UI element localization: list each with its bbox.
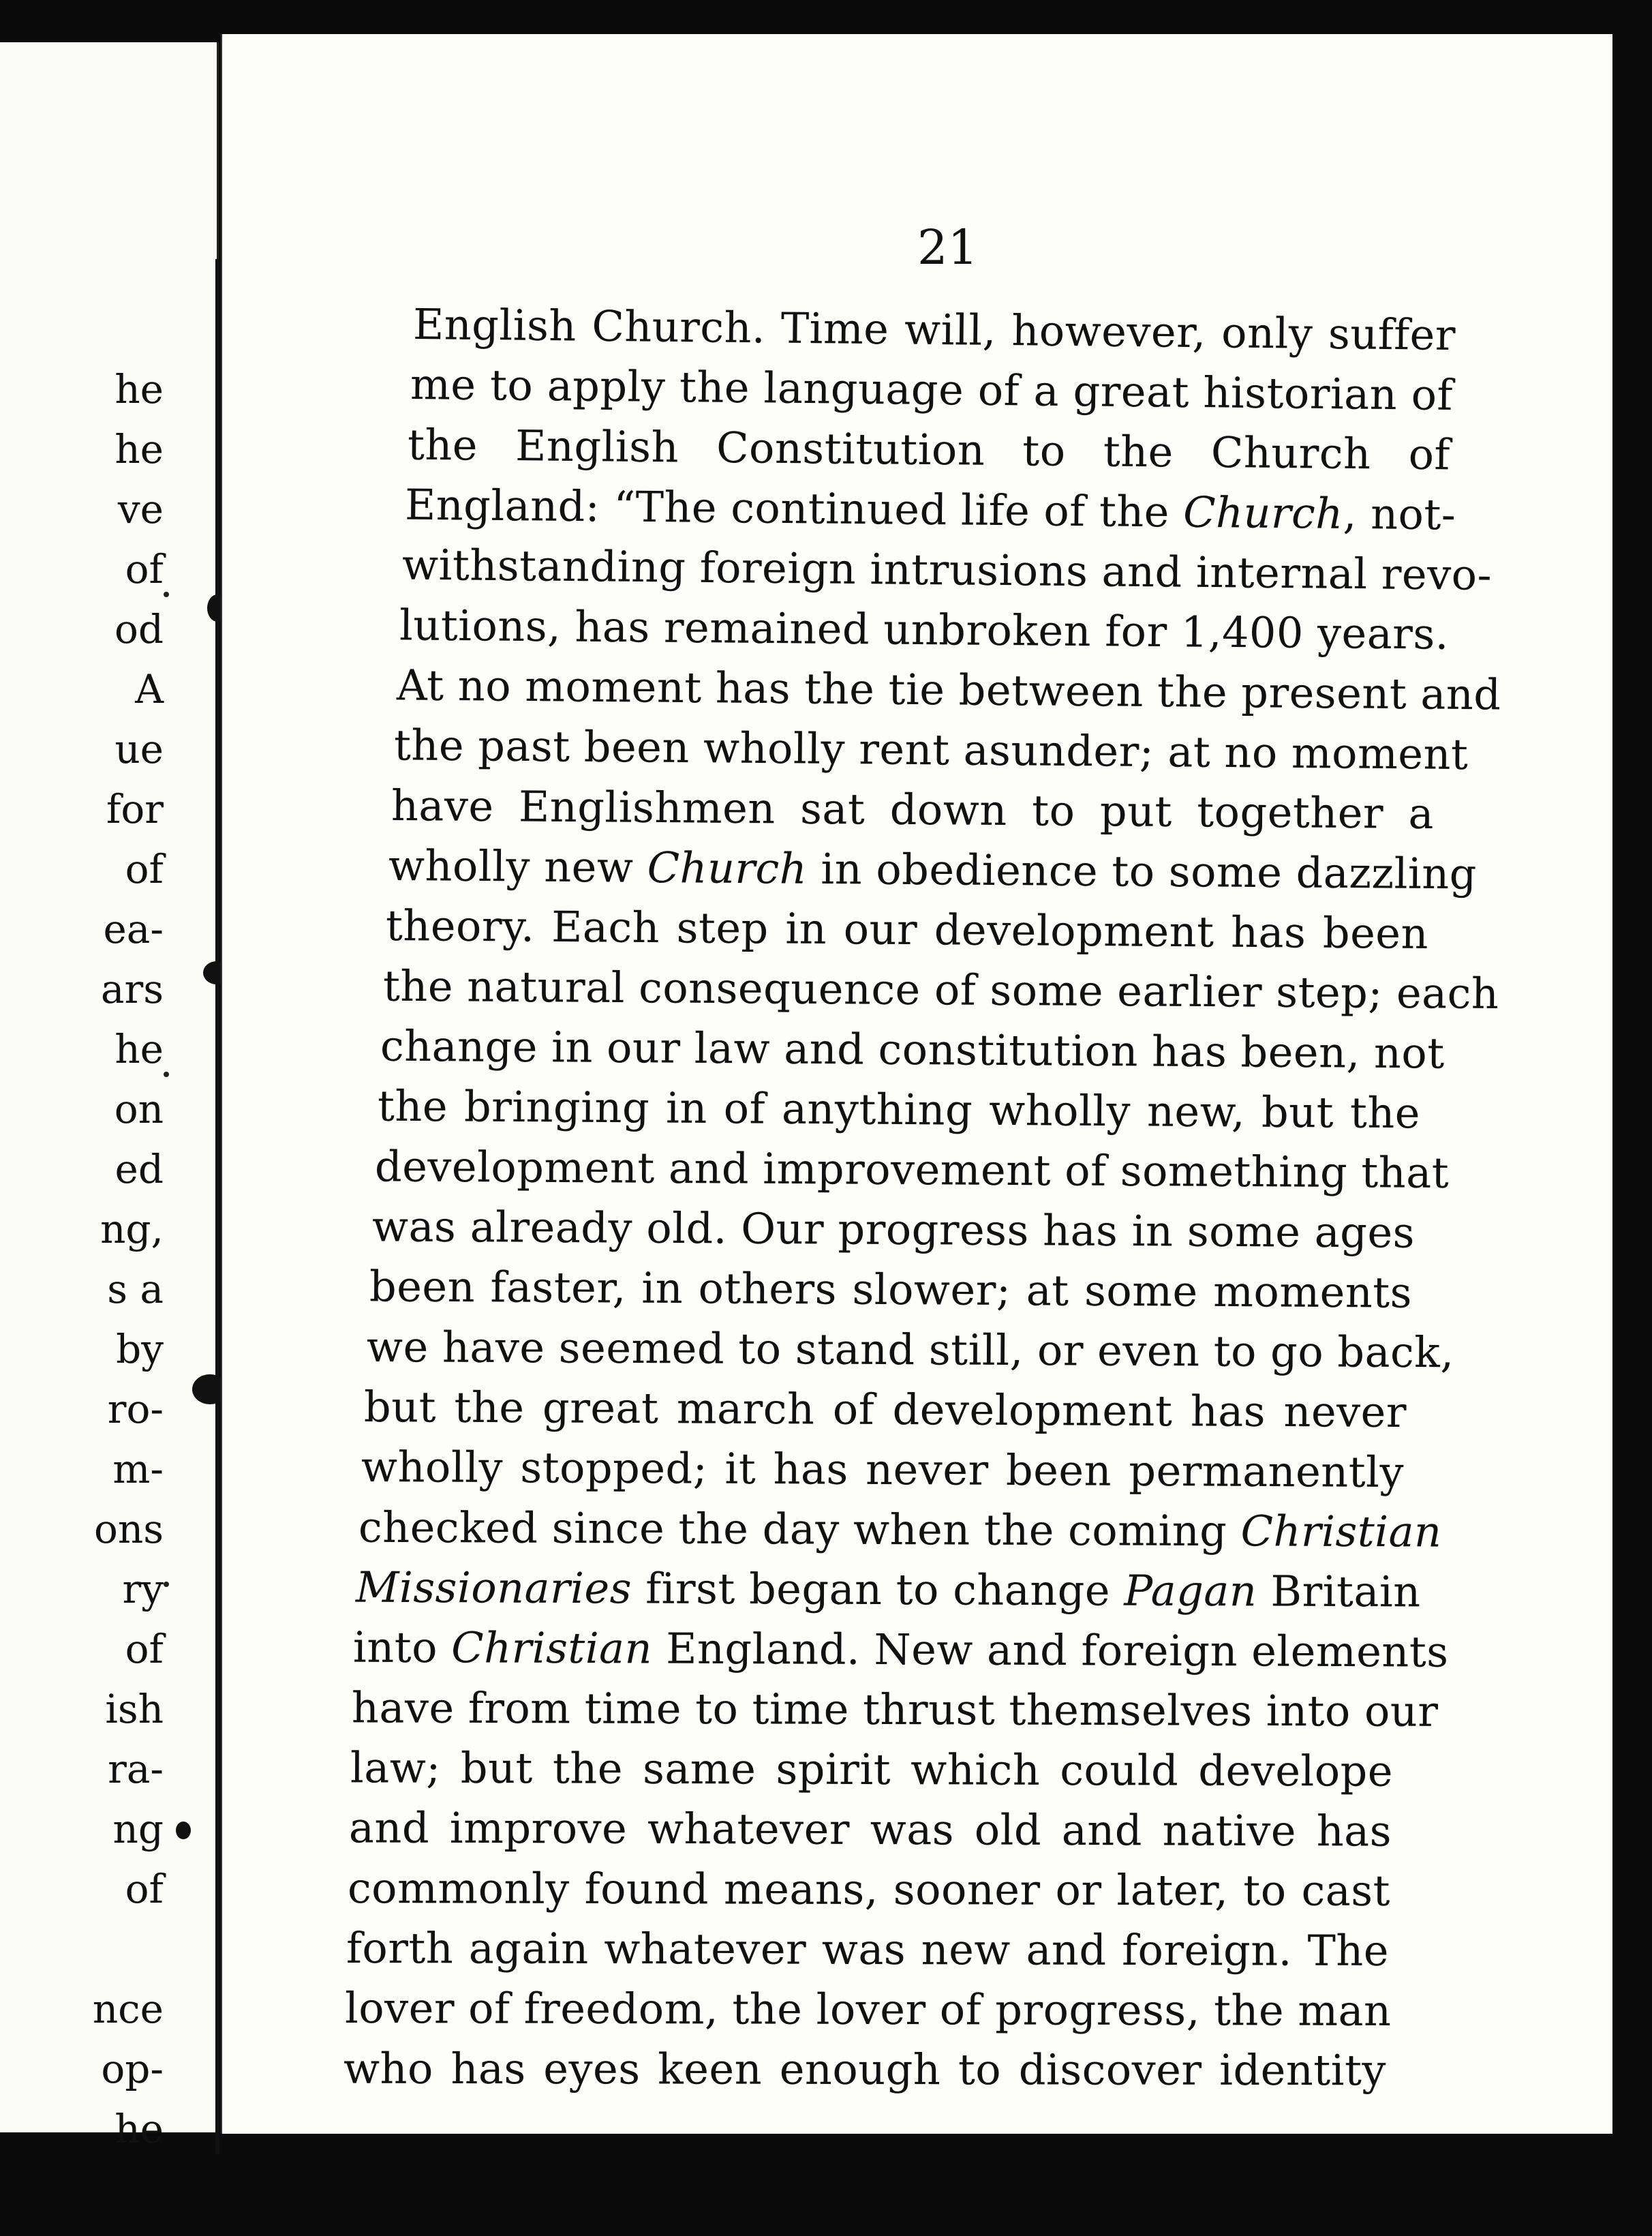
speck-mark <box>164 1072 169 1077</box>
fragment-line: of <box>125 1866 164 1912</box>
fragment-line: ng <box>112 1806 164 1852</box>
text-line: the English Constitution to the Church of <box>407 419 1451 480</box>
fragment-line: ea- <box>103 906 164 952</box>
text-line: checked since the day when the coming Christian <box>358 1502 1442 1557</box>
text-line: wholly new Church in obedience to some dazzling <box>388 840 1478 899</box>
book-page <box>221 34 1612 2134</box>
fragment-line: ng, <box>100 1206 164 1252</box>
fragment-line: od <box>114 606 164 652</box>
fragment-line: ue <box>114 726 164 772</box>
fragment-line: he <box>114 366 164 412</box>
text-line: England: “The continued life of the Church, not- <box>404 479 1456 540</box>
text-line: and improve whatever was old and native has <box>348 1802 1392 1856</box>
text-line: law; but the same spirit which could develope <box>350 1742 1394 1796</box>
fragment-line: ra- <box>108 1746 164 1792</box>
fragment-line: of <box>125 546 164 592</box>
speck-mark <box>164 1582 169 1587</box>
text-line: who has eyes keen enough to discover identity <box>343 2043 1387 2096</box>
text-line: have Englishmen sat down to put together a <box>391 780 1435 839</box>
fragment-line: m- <box>112 1446 164 1492</box>
text-line: lover of freedom, the lover of progress, the man <box>344 1982 1392 2036</box>
text-line: me to apply the language of a great historian of <box>410 359 1454 421</box>
text-line: lutions, has remained unbroken for 1,400 years. <box>399 600 1450 659</box>
text-line: wholly stopped; it has never been permanently <box>361 1441 1405 1498</box>
body-text <box>343 299 1501 2100</box>
text-line: the natural consequence of some earlier step; each <box>382 961 1499 1019</box>
fragment-line: ro- <box>107 1386 164 1432</box>
text-line: forth again whatever was new and foreign. The <box>346 1922 1390 1976</box>
text-line: into Christian England. New and foreign elements <box>352 1622 1449 1677</box>
fragment-line: by <box>116 1326 164 1372</box>
text-line: was already old. Our progress has in some ages <box>371 1201 1416 1258</box>
text-line: English Church. Time will, however, only suffer <box>412 299 1456 361</box>
text-line: have from time to time thrust themselves into our <box>351 1682 1439 1736</box>
fragment-line: he <box>114 426 164 472</box>
text-line: the bringing in of anything wholly new, but the <box>377 1081 1421 1138</box>
fragment-line: A <box>135 666 164 712</box>
binding-edge <box>215 259 219 2154</box>
text-line: development and improvement of something that <box>374 1141 1450 1198</box>
text-line: been faster, in others slower; at some moments <box>369 1261 1413 1318</box>
text-line: theory. Each step in our development has been <box>385 900 1429 959</box>
binding-stitch-mark <box>176 1822 191 1839</box>
fragment-line: op- <box>101 2046 164 2092</box>
text-line: commonly found means, sooner or later, to cast <box>347 1862 1391 1916</box>
text-line: the past been wholly rent asunder; at no moment <box>393 720 1469 780</box>
facing-page-left <box>0 42 219 2152</box>
fragment-line: ish <box>105 1686 164 1732</box>
fragment-line: ed <box>114 1146 164 1192</box>
speck-mark <box>164 592 169 597</box>
page-number: 21 <box>917 220 979 275</box>
fragment-line: of <box>125 1626 164 1672</box>
text-line: withstanding foreign intrusions and internal revo- <box>401 539 1493 601</box>
fragment-line: ars <box>100 966 164 1012</box>
fragment-line: nce <box>92 1986 164 2032</box>
fragment-line: he <box>114 1026 164 1072</box>
fragment-line: for <box>106 786 164 832</box>
fragment-line: on <box>114 1086 164 1132</box>
fragment-line: s a <box>107 1266 164 1312</box>
fragment-line: ry <box>122 1566 164 1612</box>
text-line: we have seemed to stand still, or even to go back, <box>366 1321 1454 1378</box>
fragment-line: of <box>125 846 164 892</box>
fragment-line: ons <box>93 1506 164 1552</box>
text-line: change in our law and constitution has been, not <box>380 1021 1445 1078</box>
text-line: Missionaries first began to change Pagan Britain <box>355 1562 1421 1617</box>
text-line: but the great march of development has never <box>363 1381 1407 1438</box>
fragment-line: ve <box>117 486 164 532</box>
fragment-line: he <box>114 2106 164 2152</box>
text-line: At no moment has the tie between the present and <box>396 660 1501 720</box>
